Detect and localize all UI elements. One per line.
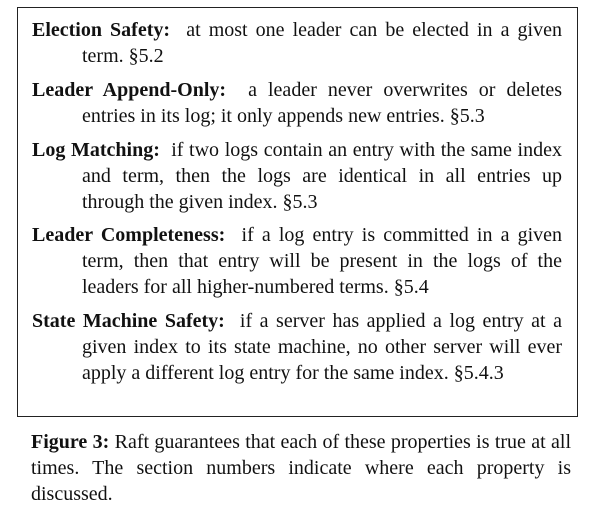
property-leader-completeness <box>32 222 562 300</box>
property-name: Leader Append-Only: <box>32 79 227 101</box>
caption-text: Raft guarantees that each of these properties is true at all times. The section numbers indicate where each property is discussed. <box>31 431 571 505</box>
property-description: if two logs contain an entry with the same index and term, then the logs are identical in all entries up through the given index. §5.3 <box>82 139 562 213</box>
property-name: State Machine Safety: <box>32 310 225 332</box>
property-description: at most one leader can be elected in a given term. §5.2 <box>82 19 562 67</box>
property-description: a leader never overwrites or deletes entries in its log; it only appends new entries. §5.3 <box>82 79 562 127</box>
figure-caption <box>31 429 571 507</box>
property-description: if a log entry is committed in a given term, then that entry will be present in the logs of the leaders for all higher-numbered terms. §5.4 <box>82 224 562 298</box>
property-name: Leader Completeness: <box>32 224 226 246</box>
property-leader-append-only <box>32 77 562 129</box>
property-name: Log Matching: <box>32 139 160 161</box>
property-log-matching <box>32 137 562 215</box>
caption-label: Figure 3: <box>31 431 110 453</box>
property-description: if a server has applied a log entry at a given index to its state machine, no other server will ever apply a different log entry for the same index. §5.4.3 <box>82 310 563 384</box>
property-election-safety <box>32 17 562 69</box>
property-name: Election Safety: <box>32 19 171 41</box>
property-state-machine-safety <box>32 308 562 386</box>
figure-box <box>17 7 578 417</box>
